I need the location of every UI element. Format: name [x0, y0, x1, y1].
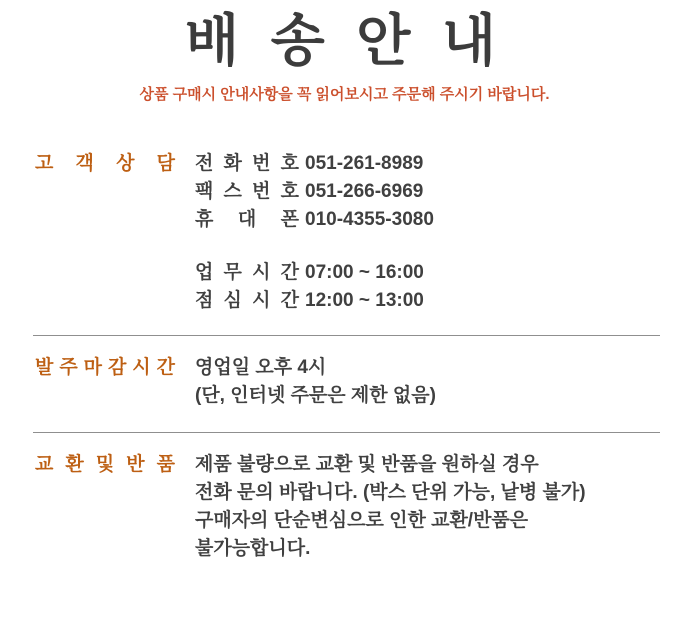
- hours-field-work: 업 무 시 간: [195, 262, 299, 283]
- contact-row-phone: [195, 150, 434, 178]
- page-subtitle: 상품 구매시 안내사항을 꼭 읽어보시고 주문해 주시기 바랍니다.: [139, 86, 550, 103]
- hours-field-lunch: 점 심 시 간: [195, 290, 299, 311]
- customer-service-content: [195, 150, 434, 315]
- contact-row-fax: [195, 178, 434, 206]
- contact-value-phone: 051-261-8989: [305, 153, 424, 174]
- section-label-customer-service: 고 객 상 담: [35, 153, 175, 174]
- exchange-return-line: 구매자의 단순변심으로 인한 교환/반품은: [195, 510, 529, 531]
- contact-row-mobile: [195, 206, 434, 234]
- section-label-order-deadline: 발 주 마 감 시 간: [35, 357, 175, 378]
- exchange-return-content: [195, 451, 586, 563]
- hours-value-lunch: 12:00 ~ 13:00: [305, 290, 424, 311]
- page-title: 배 송 안 내: [184, 9, 505, 72]
- exchange-return-line: 불가능합니다.: [195, 538, 311, 559]
- business-hours: [195, 259, 434, 315]
- section-label-exchange-return: 교 환 및 반 품: [35, 454, 175, 475]
- section-divider: [33, 335, 660, 336]
- section-order-deadline: [35, 354, 436, 410]
- hours-row-lunch: [195, 287, 434, 315]
- order-deadline-line: (단, 인터넷 주문은 제한 없음): [195, 385, 436, 406]
- section-exchange-return: [35, 451, 586, 563]
- hours-value-work: 07:00 ~ 16:00: [305, 262, 424, 283]
- contact-value-mobile: 010-4355-3080: [305, 209, 434, 230]
- section-customer-service: [35, 150, 434, 315]
- contact-value-fax: 051-266-6969: [305, 181, 424, 202]
- hours-row-work: [195, 259, 434, 287]
- contact-field-fax: 팩 스 번 호: [195, 181, 299, 202]
- section-divider: [33, 432, 660, 433]
- contact-field-phone: 전 화 번 호: [195, 153, 299, 174]
- order-deadline-content: [195, 354, 436, 410]
- order-deadline-line: 영업일 오후 4시: [195, 357, 327, 378]
- exchange-return-line: 제품 불량으로 교환 및 반품을 원하실 경우: [195, 454, 539, 475]
- contact-field-mobile: 휴 대 폰: [195, 209, 299, 230]
- exchange-return-line: 전화 문의 바랍니다. (박스 단위 가능, 낱병 불가): [195, 482, 586, 503]
